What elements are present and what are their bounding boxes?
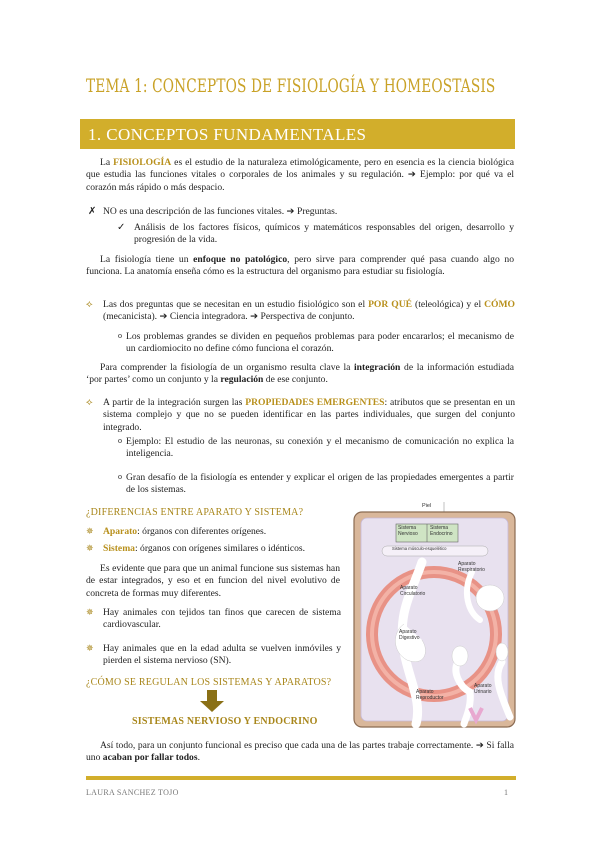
- label-sistema-musculo: Sistema músculo-esquelético: [392, 546, 447, 551]
- circle-bullet-icon: o: [118, 472, 122, 481]
- subbullet-neuronas: Ejemplo: El estudio de las neuronas, su conexión y el mecanismo de comunicación no explica la inteligencia.: [126, 436, 514, 460]
- label-aparato-reproductor: Aparato Reproductor: [416, 689, 444, 701]
- footer-divider: [86, 776, 516, 780]
- term-fisiologia: FISIOLOGÍA: [113, 157, 172, 168]
- bullet-preguntas: Las dos preguntas que se necesitan en un estudio fisiológico son el POR QUÉ (teleológica) y el CÓMO (mecanicista). ➔ Ciencia integradora. ➔ Perspectiva de conjunto.: [103, 299, 515, 323]
- section-heading: 1. CONCEPTOS FUNDAMENTALES: [88, 125, 367, 144]
- bullet-propiedades-emergentes: A partir de la integración surgen las PROPIEDADES EMERGENTES: atributos que se presentan en un sistema complejo y que no se pueden identificar en las partes individuales, que surgen del conjunto integrado.: [103, 397, 516, 433]
- star-bullet-icon: ✵: [86, 643, 94, 653]
- circle-bullet-icon: o: [118, 331, 122, 340]
- page-title: TEMA 1: CONCEPTOS DE FISIOLOGÍA Y HOMEOSTASIS: [86, 75, 496, 97]
- subbullet-problemas: Los problemas grandes se dividen en pequeños problemas para poder encararlos; el mecanismo de un cardiomiocito no define cómo funciona el corazón.: [126, 331, 514, 355]
- subbullet-desafio: Gran desafío de la fisiología es entender y explicar el origen de las propiedades emergentes a partir de los sistemas.: [126, 472, 514, 496]
- diamond-bullet-icon: ⟡: [86, 397, 93, 408]
- bullet-inmoviles: Hay animales que en la edad adulta se vuelven inmóviles y pierden el sistema nervioso (SN).: [103, 643, 341, 667]
- paragraph-integrados: Es evidente que para que un animal funcione sus sistemas han de estar integrados, y eso et en funcion del nivel evolutivo de concreta de formas muy diferentes.: [86, 563, 340, 599]
- footer-author: LAURA SANCHEZ TOJO: [86, 788, 179, 797]
- label-aparato-circulatorio: Aparato Circulatorio: [400, 585, 426, 597]
- bullet-no-descripcion: NO es una descripción de las funciones vitales. ➔ Preguntas.: [103, 206, 338, 217]
- section-banner: [80, 119, 515, 149]
- bullet-sistema: Sistema: órganos con orígenes similares o idénticos.: [103, 543, 306, 554]
- bullet-tejidos-finos: Hay animales con tejidos tan finos que carecen de sistema cardiovascular.: [103, 607, 341, 631]
- page-number: 1: [504, 788, 508, 797]
- paragraph-fisiologia: La FISIOLOGÍA es el estudio de la naturaleza etimológicamente, pero en esencia es la ciencia biológica que estudia las funciones vitales o corporales de los animales y su regulación. ➔ Ejemplo: por qué va el corazón más rápido o más despacio.: [86, 157, 514, 193]
- star-bullet-icon: ✵: [86, 543, 94, 553]
- subheading-sistemas-nervioso-endocrino: SISTEMAS NERVIOSO Y ENDOCRINO: [132, 716, 318, 727]
- label-aparato-digestivo: Aparato Digestivo: [399, 629, 420, 641]
- label-sistema-nervioso: Sistema Nervioso: [398, 525, 418, 537]
- star-bullet-icon: ✵: [86, 607, 94, 617]
- diamond-bullet-icon: ⟡: [86, 299, 93, 310]
- check-bullet-icon: ✓: [117, 222, 126, 233]
- label-sistema-endocrino: Sistema Endocrino: [430, 525, 453, 537]
- paragraph-conjunto-funcional: Así todo, para un conjunto funcional es preciso que cada una de las partes trabaje correctamente. ➔ Si falla uno acaban por fallar todos.: [86, 740, 514, 764]
- subheading-diferencias: ¿DIFERENCIAS ENTRE APARATO Y SISTEMA?: [86, 507, 304, 518]
- arrow-down-icon: [199, 690, 225, 712]
- bullet-aparato: Aparato: órganos con diferentes orígenes.: [103, 526, 267, 537]
- paragraph-integracion: Para comprender la fisiología de un organismo resulta clave la integración de la información estudiada ‘por partes’ como un conjunto y la regulación de ese conjunto.: [86, 362, 514, 386]
- subbullet-analisis: Análisis de los factores físicos, químicos y matemáticos responsables del origen, desarrollo y progresión de la vida.: [134, 222, 514, 246]
- subheading-regulacion: ¿CÓMO SE REGULAN LOS SISTEMAS Y APARATOS?: [86, 677, 332, 688]
- label-aparato-respiratorio: Aparato Respiratorio: [458, 561, 485, 573]
- label-piel: Piel: [422, 503, 432, 509]
- circle-bullet-icon: o: [118, 436, 122, 445]
- paragraph-enfoque: La fisiología tiene un enfoque no patológico, pero sirve para comprender qué pasa cuando algo no funciona. La anatomía enseña cómo es la estructura del organismo para estudiar su fisiología.: [86, 254, 514, 278]
- star-bullet-icon: ✵: [86, 526, 94, 536]
- systems-diagram: [352, 502, 517, 730]
- cross-bullet-icon: ✗: [88, 206, 97, 217]
- label-aparato-urinario: Aparato Urinario: [474, 683, 492, 695]
